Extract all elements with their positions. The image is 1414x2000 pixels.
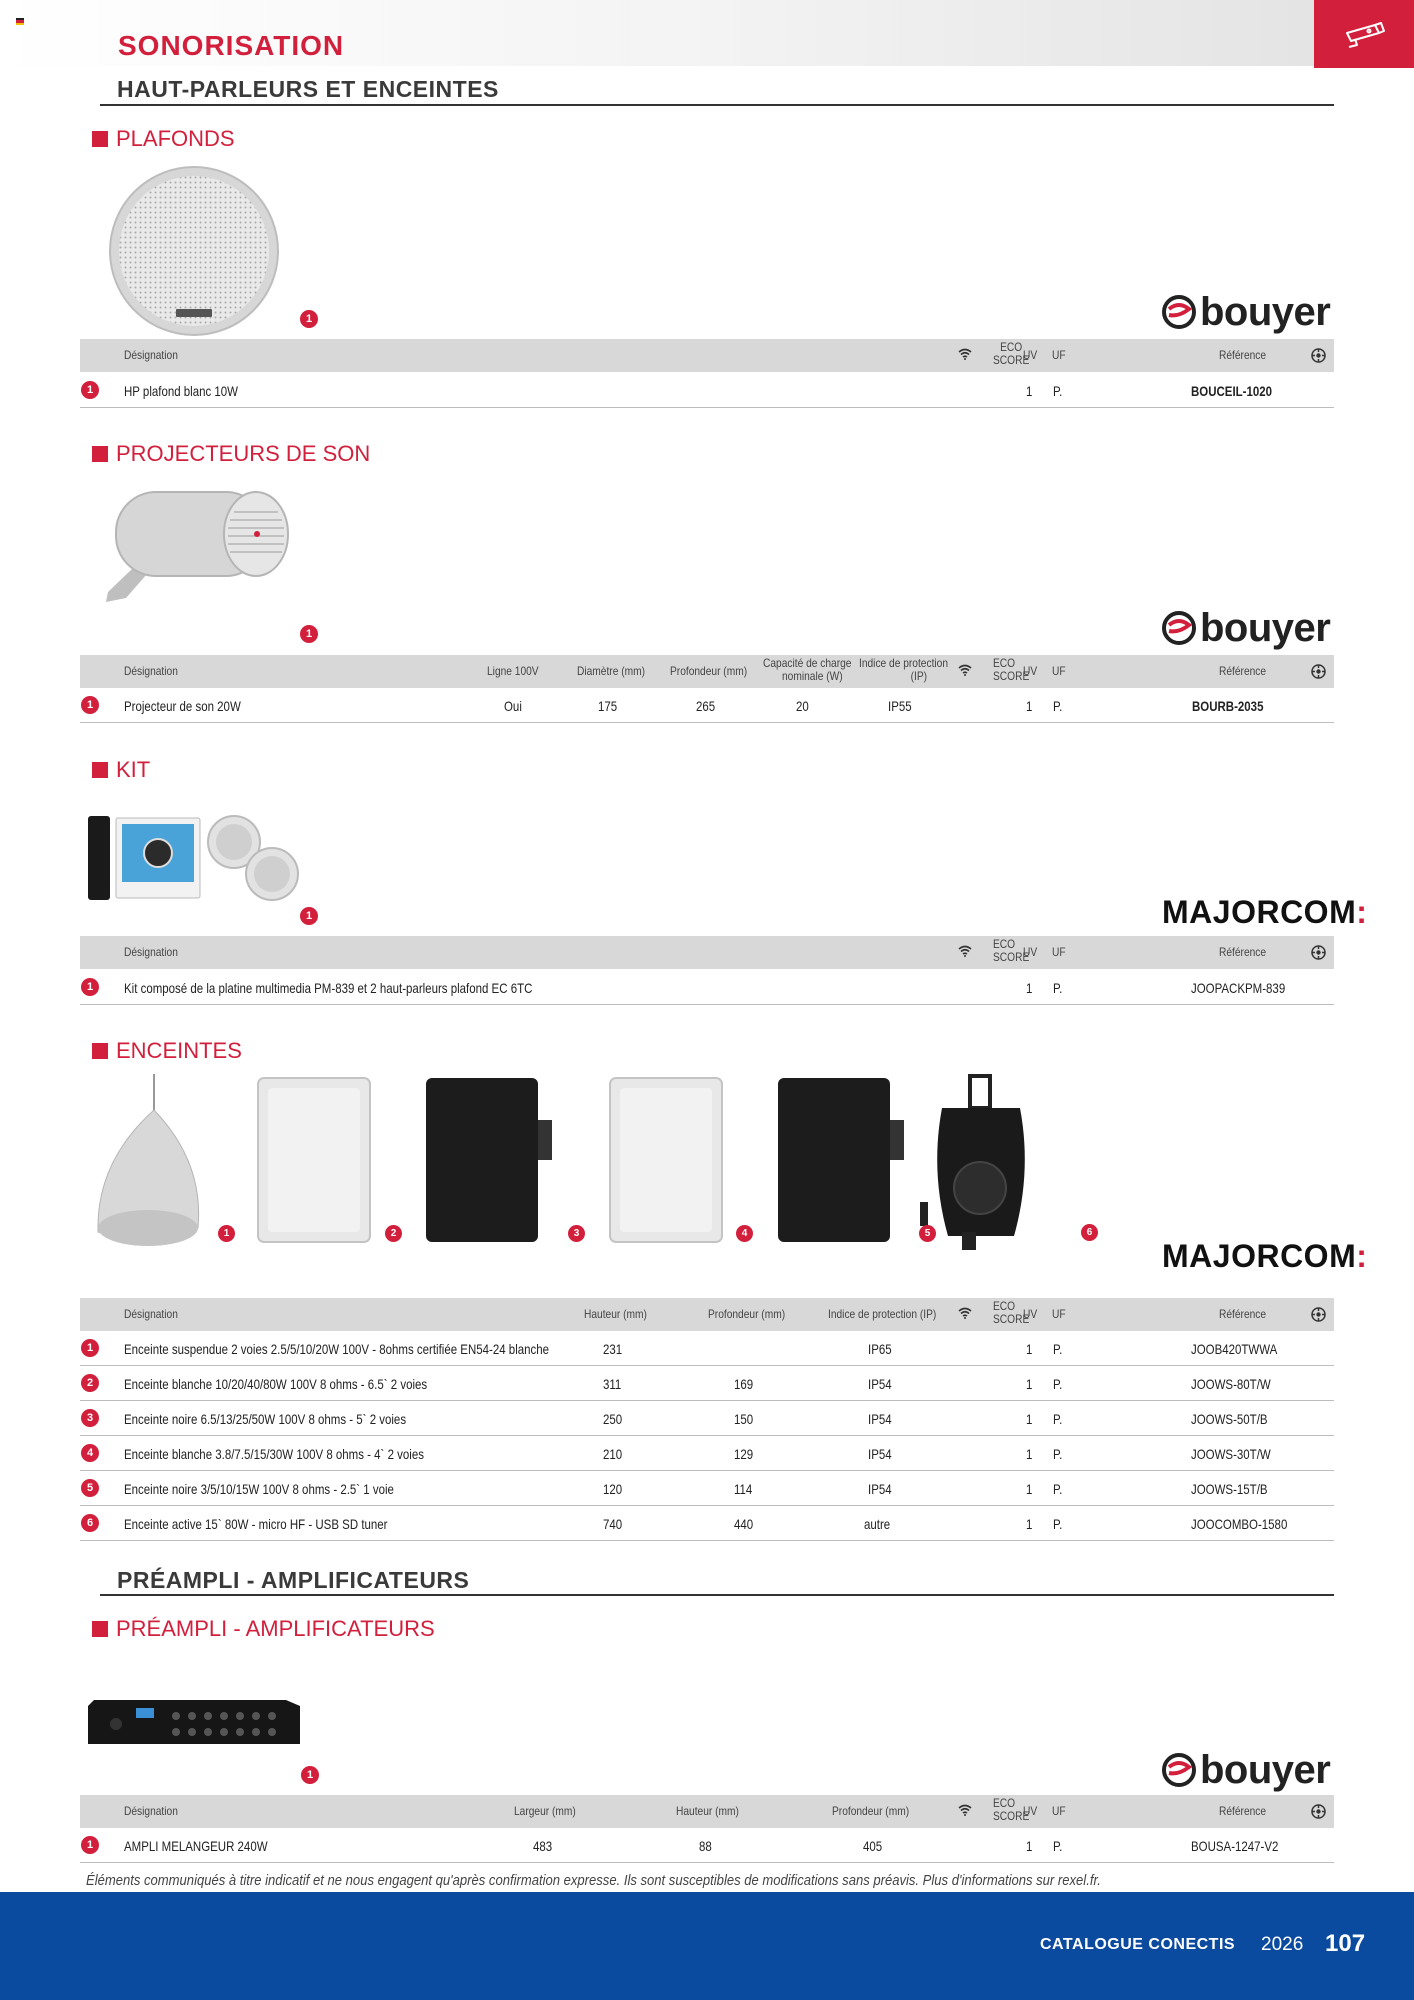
bouyer-swirl-icon <box>1162 611 1196 645</box>
col-capacite <box>763 657 851 682</box>
cell-hauteur: 740 <box>603 1516 623 1532</box>
catalogue-label: CATALOGUE CONECTIS <box>1040 1936 1236 1953</box>
table-header <box>80 655 1334 688</box>
wifi-icon <box>958 664 972 676</box>
cell-uf: P. <box>1053 1411 1063 1427</box>
image-number-badge: 1 <box>218 1225 235 1242</box>
subhead-enceintes <box>92 1038 242 1064</box>
cell-ip: IP55 <box>888 698 912 714</box>
image-number-badge: 2 <box>385 1225 402 1242</box>
col-uv: UV <box>1023 1804 1038 1818</box>
image-number-badge: 1 <box>301 1766 319 1784</box>
subhead-label: PRÉAMPLI - AMPLIFICATEURS <box>116 1616 435 1641</box>
settings-icon <box>1311 664 1326 679</box>
cell-capacite: 20 <box>796 698 809 714</box>
cell-profondeur: 129 <box>734 1446 754 1462</box>
cell-profondeur: 440 <box>734 1516 754 1532</box>
col-uv: UV <box>1023 664 1038 678</box>
row-number-badge: 1 <box>81 696 99 714</box>
subhead-kit <box>92 757 150 783</box>
cell-ip: IP54 <box>868 1411 892 1427</box>
cell-reference: BOUSA-1247-V2 <box>1191 1838 1279 1854</box>
eco-label-1: ECO <box>993 1299 1016 1313</box>
col-designation: Désignation <box>124 348 178 362</box>
eco-label-1: ECO <box>1000 340 1023 354</box>
col-hauteur: Hauteur (mm) <box>676 1804 739 1818</box>
section-rule <box>100 104 1334 106</box>
cell-profondeur: 265 <box>696 698 716 714</box>
settings-icon <box>1311 1307 1326 1322</box>
image-number-badge: 3 <box>568 1225 585 1242</box>
cell-hauteur: 231 <box>603 1341 623 1357</box>
col-uv: UV <box>1023 945 1038 959</box>
bouyer-wordmark: bouyer <box>1200 290 1331 334</box>
cell-uf: P. <box>1053 383 1063 399</box>
sound-projector-image <box>98 484 294 624</box>
col-designation: Désignation <box>124 1307 178 1321</box>
cell-uf: P. <box>1053 1376 1063 1392</box>
eco-label-2: SCORE <box>993 668 1030 683</box>
eco-label-1: ECO <box>993 656 1016 670</box>
flag-icon <box>16 18 24 25</box>
section-title-preampli: PRÉAMPLI - AMPLIFICATEURS <box>117 1567 470 1593</box>
settings-icon <box>1311 945 1326 960</box>
row-number-badge: 4 <box>81 1444 99 1462</box>
row-number-badge: 6 <box>81 1514 99 1532</box>
table-row <box>80 1506 1334 1541</box>
col-profondeur: Profondeur (mm) <box>708 1307 786 1321</box>
col-indice-protection: Indice de protection (IP) <box>828 1307 937 1321</box>
catalogue-year: 2026 <box>1261 1934 1304 1955</box>
cell-uf: P. <box>1053 698 1063 714</box>
cell-reference: JOOWS-80T/W <box>1191 1376 1271 1392</box>
cell-uf: P. <box>1053 980 1063 996</box>
col-uf: UF <box>1052 348 1066 362</box>
col-reference: Référence <box>1219 348 1267 362</box>
cell-hauteur: 210 <box>603 1446 623 1462</box>
bouyer-logo <box>1162 1750 1330 1790</box>
image-number-badge: 6 <box>1081 1224 1098 1241</box>
image-number-badge: 5 <box>919 1225 936 1242</box>
col-reference: Référence <box>1219 1804 1267 1818</box>
cell-ligne-100v: Oui <box>504 698 522 714</box>
capacite-label-1: Capacité de charge <box>763 656 852 670</box>
cell-uv: 1 <box>1026 1411 1033 1427</box>
cell-uv: 1 <box>1026 1838 1033 1854</box>
cell-designation: Enceinte active 15` 80W - micro HF - USB SD tuner <box>124 1516 388 1532</box>
col-uv: UV <box>1023 348 1038 362</box>
col-reference: Référence <box>1219 664 1267 678</box>
wifi-icon <box>958 1804 972 1816</box>
row-number-badge: 1 <box>81 1339 99 1357</box>
cell-profondeur: 150 <box>734 1411 754 1427</box>
row-number-badge: 5 <box>81 1479 99 1497</box>
col-reference: Référence <box>1219 945 1267 959</box>
majorcom-logo <box>1162 1238 1367 1275</box>
wifi-icon <box>958 1307 972 1319</box>
col-ligne-100v: Ligne 100V <box>487 664 539 678</box>
cell-profondeur: 114 <box>734 1481 753 1497</box>
cell-uv: 1 <box>1026 1446 1033 1462</box>
cell-uv: 1 <box>1026 1341 1033 1357</box>
cell-profondeur: 169 <box>734 1376 754 1392</box>
subhead-square <box>92 131 108 147</box>
cell-hauteur: 311 <box>603 1376 622 1392</box>
disclaimer-footnote: Éléments communiqués à titre indicatif et ne nous engagent qu'après confirmation expresse. Ils sont susceptibles de modifications sans préavis. Plus d'informations sur rexel.fr. <box>86 1873 1101 1889</box>
row-number-badge: 1 <box>81 1836 99 1854</box>
majorcom-colon: : <box>1356 894 1368 930</box>
table-row <box>80 688 1334 723</box>
image-number-badge: 4 <box>736 1225 753 1242</box>
col-designation: Désignation <box>124 1804 178 1818</box>
col-designation: Désignation <box>124 664 178 678</box>
cell-reference: JOOB420TWWA <box>1191 1341 1278 1357</box>
table-row <box>80 970 1334 1005</box>
table-row <box>80 1436 1334 1471</box>
cell-ip: autre <box>864 1516 891 1532</box>
col-profondeur: Profondeur (mm) <box>832 1804 910 1818</box>
majorcom-wordmark: MAJORCOM <box>1162 1238 1357 1274</box>
cell-ip: IP54 <box>868 1376 892 1392</box>
enceintes-images <box>92 1072 1102 1250</box>
wifi-icon <box>958 945 972 957</box>
cell-ip: IP65 <box>868 1341 892 1357</box>
cell-uv: 1 <box>1026 383 1033 399</box>
kit-image <box>86 812 306 904</box>
cell-designation: Enceinte noire 3/5/10/15W 100V 8 ohms - 2.5` 1 voie <box>124 1481 394 1497</box>
cell-designation: Enceinte suspendue 2 voies 2.5/5/10/20W 100V - 8ohms certifiée EN54-24 blanche <box>124 1341 550 1357</box>
col-indice-protection <box>859 657 948 682</box>
image-number-badge: 1 <box>300 625 318 643</box>
cell-uv: 1 <box>1026 1481 1033 1497</box>
table-row <box>80 1828 1334 1863</box>
cell-designation: Enceinte blanche 3.8/7.5/15/30W 100V 8 ohms - 4` 2 voies <box>124 1446 424 1462</box>
table-row <box>80 1366 1334 1401</box>
cell-uf: P. <box>1053 1341 1063 1357</box>
ceiling-speaker-image <box>108 165 280 337</box>
table-row <box>80 1401 1334 1436</box>
page-number: 107 <box>1325 1930 1366 1957</box>
table-header <box>80 339 1334 372</box>
subhead-label: ENCEINTES <box>116 1038 242 1063</box>
col-hauteur: Hauteur (mm) <box>584 1307 647 1321</box>
col-uf: UF <box>1052 664 1066 678</box>
col-uf: UF <box>1052 1804 1066 1818</box>
subhead-label: PLAFONDS <box>116 126 235 151</box>
eco-label-2: SCORE <box>993 949 1030 964</box>
subhead-square <box>92 762 108 778</box>
eco-label-1: ECO <box>993 937 1016 951</box>
subhead-plafonds <box>92 126 235 152</box>
indice-label-1: Indice de protection <box>859 656 949 670</box>
cell-reference: BOUCEIL-1020 <box>1191 383 1273 399</box>
majorcom-wordmark: MAJORCOM <box>1162 894 1357 930</box>
cell-reference: JOOPACKPM-839 <box>1191 980 1286 996</box>
majorcom-colon: : <box>1356 1238 1368 1274</box>
cell-uv: 1 <box>1026 1516 1033 1532</box>
section-title-haut-parleurs: HAUT-PARLEURS ET ENCEINTES <box>117 76 499 102</box>
cell-reference: JOOWS-15T/B <box>1191 1481 1268 1497</box>
col-largeur: Largeur (mm) <box>514 1804 576 1818</box>
eco-label-2: SCORE <box>993 1808 1030 1823</box>
subhead-square <box>92 1043 108 1059</box>
cell-hauteur: 250 <box>603 1411 623 1427</box>
footer-band <box>0 1892 1414 2000</box>
col-uf: UF <box>1052 1307 1066 1321</box>
cell-designation: Projecteur de son 20W <box>124 698 241 714</box>
section-rule <box>100 1594 1334 1596</box>
cell-reference: BOURB-2035 <box>1192 698 1264 714</box>
page-category-title: SONORISATION <box>118 30 345 61</box>
subhead-square <box>92 446 108 462</box>
row-number-badge: 3 <box>81 1409 99 1427</box>
table-row <box>80 1331 1334 1366</box>
image-number-badge: 1 <box>300 310 318 328</box>
col-uf: UF <box>1052 945 1066 959</box>
bouyer-wordmark: bouyer <box>1200 1748 1331 1792</box>
col-diametre: Diamètre (mm) <box>577 664 645 678</box>
cell-uf: P. <box>1053 1446 1063 1462</box>
cell-reference: JOOCOMBO-1580 <box>1191 1516 1288 1532</box>
wifi-icon <box>958 348 972 360</box>
cell-uv: 1 <box>1026 1376 1033 1392</box>
table-header <box>80 936 1334 969</box>
amplifier-image <box>86 1694 302 1750</box>
cell-uf: P. <box>1053 1516 1063 1532</box>
subhead-label: PROJECTEURS DE SON <box>116 441 371 466</box>
col-uv: UV <box>1023 1307 1038 1321</box>
cell-profondeur: 405 <box>863 1838 883 1854</box>
col-profondeur: Profondeur (mm) <box>670 664 748 678</box>
cell-designation: HP plafond blanc 10W <box>124 383 239 399</box>
table-header <box>80 1795 1334 1828</box>
bouyer-swirl-icon <box>1162 1753 1196 1787</box>
bouyer-logo <box>1162 608 1330 648</box>
eco-label-2: SCORE <box>993 352 1030 367</box>
bouyer-wordmark: bouyer <box>1200 606 1331 650</box>
eco-label-2: SCORE <box>993 1311 1030 1326</box>
subhead-projecteurs <box>92 441 370 467</box>
table-row <box>80 373 1334 408</box>
bouyer-logo <box>1162 292 1330 332</box>
cell-designation: Enceinte noire 6.5/13/25/50W 100V 8 ohms - 5` 2 voies <box>124 1411 407 1427</box>
cell-uf: P. <box>1053 1838 1063 1854</box>
col-designation: Désignation <box>124 945 178 959</box>
image-number-badge: 1 <box>300 907 318 925</box>
settings-icon <box>1311 348 1326 363</box>
cell-hauteur: 88 <box>699 1838 712 1854</box>
cell-designation: Kit composé de la platine multimedia PM-839 et 2 haut-parleurs plafond EC 6TC <box>124 980 533 996</box>
cell-diametre: 175 <box>598 698 618 714</box>
row-number-badge: 1 <box>81 381 99 399</box>
cell-uv: 1 <box>1026 980 1033 996</box>
category-tab <box>1314 0 1414 68</box>
cell-uf: P. <box>1053 1481 1063 1497</box>
cell-uv: 1 <box>1026 698 1033 714</box>
subhead-square <box>92 1621 108 1637</box>
capacite-label-2: nominale (W) <box>782 668 843 683</box>
subhead-preampli <box>92 1616 435 1642</box>
cell-designation: Enceinte blanche 10/20/40/80W 100V 8 ohms - 6.5` 2 voies <box>124 1376 428 1392</box>
majorcom-logo <box>1162 894 1367 931</box>
cell-hauteur: 120 <box>603 1481 623 1497</box>
col-reference: Référence <box>1219 1307 1267 1321</box>
bouyer-swirl-icon <box>1162 295 1196 329</box>
cell-reference: JOOWS-50T/B <box>1191 1411 1268 1427</box>
row-number-badge: 2 <box>81 1374 99 1392</box>
cctv-camera-icon <box>1341 19 1387 49</box>
settings-icon <box>1311 1804 1326 1819</box>
subhead-label: KIT <box>116 757 151 782</box>
cell-ip: IP54 <box>868 1446 892 1462</box>
table-header <box>80 1298 1334 1331</box>
cell-ip: IP54 <box>868 1481 892 1497</box>
table-row <box>80 1471 1334 1506</box>
cell-reference: JOOWS-30T/W <box>1191 1446 1271 1462</box>
row-number-badge: 1 <box>81 978 99 996</box>
cell-largeur: 483 <box>533 1838 553 1854</box>
cell-designation: AMPLI MELANGEUR 240W <box>124 1838 268 1854</box>
indice-label-2: (IP) <box>910 668 928 683</box>
eco-label-1: ECO <box>993 1796 1016 1810</box>
